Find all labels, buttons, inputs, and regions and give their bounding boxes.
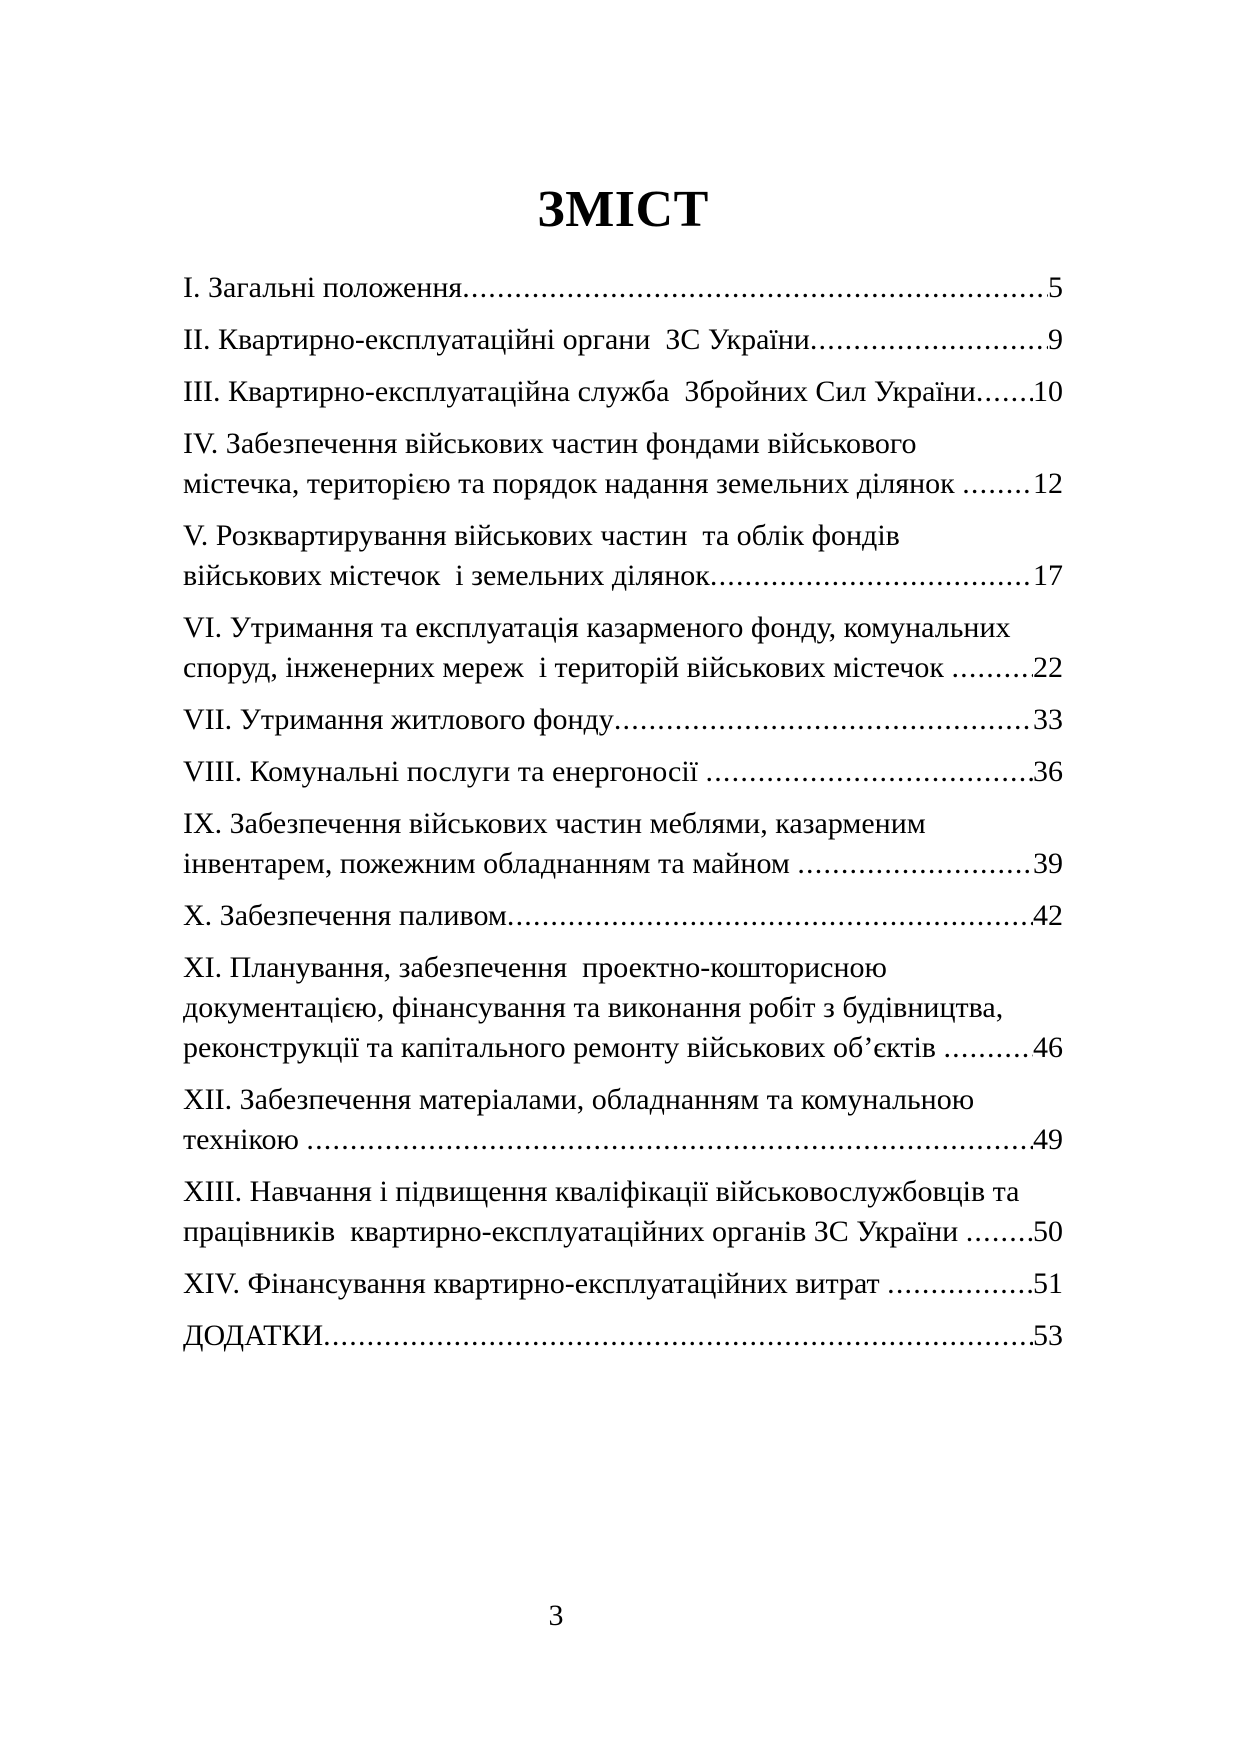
toc-entry (183, 424, 1063, 504)
toc-line (183, 844, 1063, 884)
page-number: 49 (1033, 1123, 1063, 1156)
dot-leader (951, 648, 1033, 688)
toc-entry-text: VIII. Комунальні послуги та енергоносії (183, 755, 706, 788)
toc-line: IX. Забезпечення військових частин меблями, казарменим (183, 807, 926, 840)
dot-leader (710, 556, 1033, 596)
toc-entry-text: ДОДАТКИ (183, 1319, 324, 1352)
toc-entry (183, 268, 1063, 308)
toc-line: IV. Забезпечення військових частин фондами військового (183, 427, 917, 460)
toc-line (183, 372, 1063, 412)
dot-leader (306, 1120, 1033, 1160)
toc-entry (183, 1080, 1063, 1160)
toc-line: XIII. Навчання і підвищення кваліфікації військовослужбовців та (183, 1175, 1020, 1208)
toc-entry (183, 700, 1063, 740)
toc-entry (183, 896, 1063, 936)
page-number: 36 (1033, 755, 1063, 788)
toc-entry (183, 804, 1063, 884)
toc-entry (183, 1172, 1063, 1252)
page-number: 46 (1033, 1031, 1063, 1064)
toc-content (183, 181, 1063, 1368)
dot-leader (614, 700, 1033, 740)
toc-entry-text: технікою (183, 1123, 307, 1156)
dot-leader (966, 1212, 1033, 1252)
toc-line (183, 1028, 1063, 1068)
toc-entry-text: реконструкції та капітального ремонту військових об’єктів (183, 1031, 944, 1064)
toc-entry-text: споруд, інженерних мереж і територій військових містечок (183, 651, 952, 684)
page-number: 5 (1048, 271, 1063, 304)
page-title: ЗМІСТ (537, 181, 709, 238)
toc-line (183, 268, 1063, 308)
toc-line: VI. Утримання та експлуатація казарменого фонду, комунальних (183, 611, 1011, 644)
toc-entry-text: військових містечок і земельних ділянок (183, 559, 710, 592)
toc-entry-text: X. Забезпечення паливом (183, 899, 507, 932)
dot-leader (976, 372, 1033, 412)
toc-entry (183, 372, 1063, 412)
toc-line (183, 1212, 1063, 1252)
toc-entry (183, 752, 1063, 792)
page-number: 39 (1033, 847, 1063, 880)
toc-entry-text: містечка, територією та порядок надання земельних ділянок (183, 467, 963, 500)
toc-line (183, 752, 1063, 792)
toc-entry-text: інвентарем, пожежним обладнанням та майном (183, 847, 798, 880)
toc-entry (183, 1316, 1063, 1356)
toc-line: документацією, фінансування та виконання робіт з будівництва, (183, 991, 1004, 1024)
toc-line (183, 556, 1063, 596)
dot-leader (323, 1316, 1033, 1356)
page-number: 17 (1033, 559, 1063, 592)
toc-entry-text: III. Квартирно-експлуатаційна служба Збройних Сил України (183, 375, 976, 408)
page-number: 12 (1033, 467, 1063, 500)
dot-leader (943, 1028, 1033, 1068)
toc-entry (183, 948, 1063, 1068)
toc-line (183, 648, 1063, 688)
toc-entry (183, 608, 1063, 688)
toc-line: V. Розквартирування військових частин та облік фондів (183, 519, 900, 552)
page-number: 33 (1033, 703, 1063, 736)
dot-leader (962, 464, 1033, 504)
page-number: 9 (1048, 323, 1063, 356)
page-number: 50 (1033, 1215, 1063, 1248)
toc-line (183, 1264, 1063, 1304)
page-number: 42 (1033, 899, 1063, 932)
dot-leader (887, 1264, 1033, 1304)
page-number: 10 (1033, 375, 1063, 408)
toc-line (183, 1120, 1063, 1160)
page-number: 51 (1033, 1267, 1063, 1300)
dot-leader (462, 268, 1048, 308)
toc-list (183, 268, 1063, 1356)
dot-leader (810, 320, 1048, 360)
toc-entry (183, 320, 1063, 360)
toc-entry-text: VII. Утримання житлового фонду (183, 703, 614, 736)
toc-entry (183, 516, 1063, 596)
toc-line (183, 320, 1063, 360)
dot-leader (797, 844, 1033, 884)
toc-entry-text: II. Квартирно-експлуатаційні органи ЗС України (183, 323, 810, 356)
toc-entry-text: працівників квартирно-експлуатаційних органів ЗС України (183, 1215, 966, 1248)
dot-leader (706, 752, 1033, 792)
toc-entry-text: I. Загальні положення (183, 271, 463, 304)
toc-line (183, 700, 1063, 740)
toc-line: XI. Планування, забезпечення проектно-кошторисною (183, 951, 887, 984)
toc-entry-text: XIV. Фінансування квартирно-експлуатаційних витрат (183, 1267, 888, 1300)
toc-line (183, 896, 1063, 936)
toc-line: XII. Забезпечення матеріалами, обладнанням та комунальною (183, 1083, 975, 1116)
page-number: 22 (1033, 651, 1063, 684)
page-number: 53 (1033, 1319, 1063, 1352)
dot-leader (507, 896, 1033, 936)
toc-line (183, 464, 1063, 504)
toc-entry (183, 1264, 1063, 1304)
toc-line (183, 1316, 1063, 1356)
footer-page-number: 3 (548, 1599, 564, 1632)
